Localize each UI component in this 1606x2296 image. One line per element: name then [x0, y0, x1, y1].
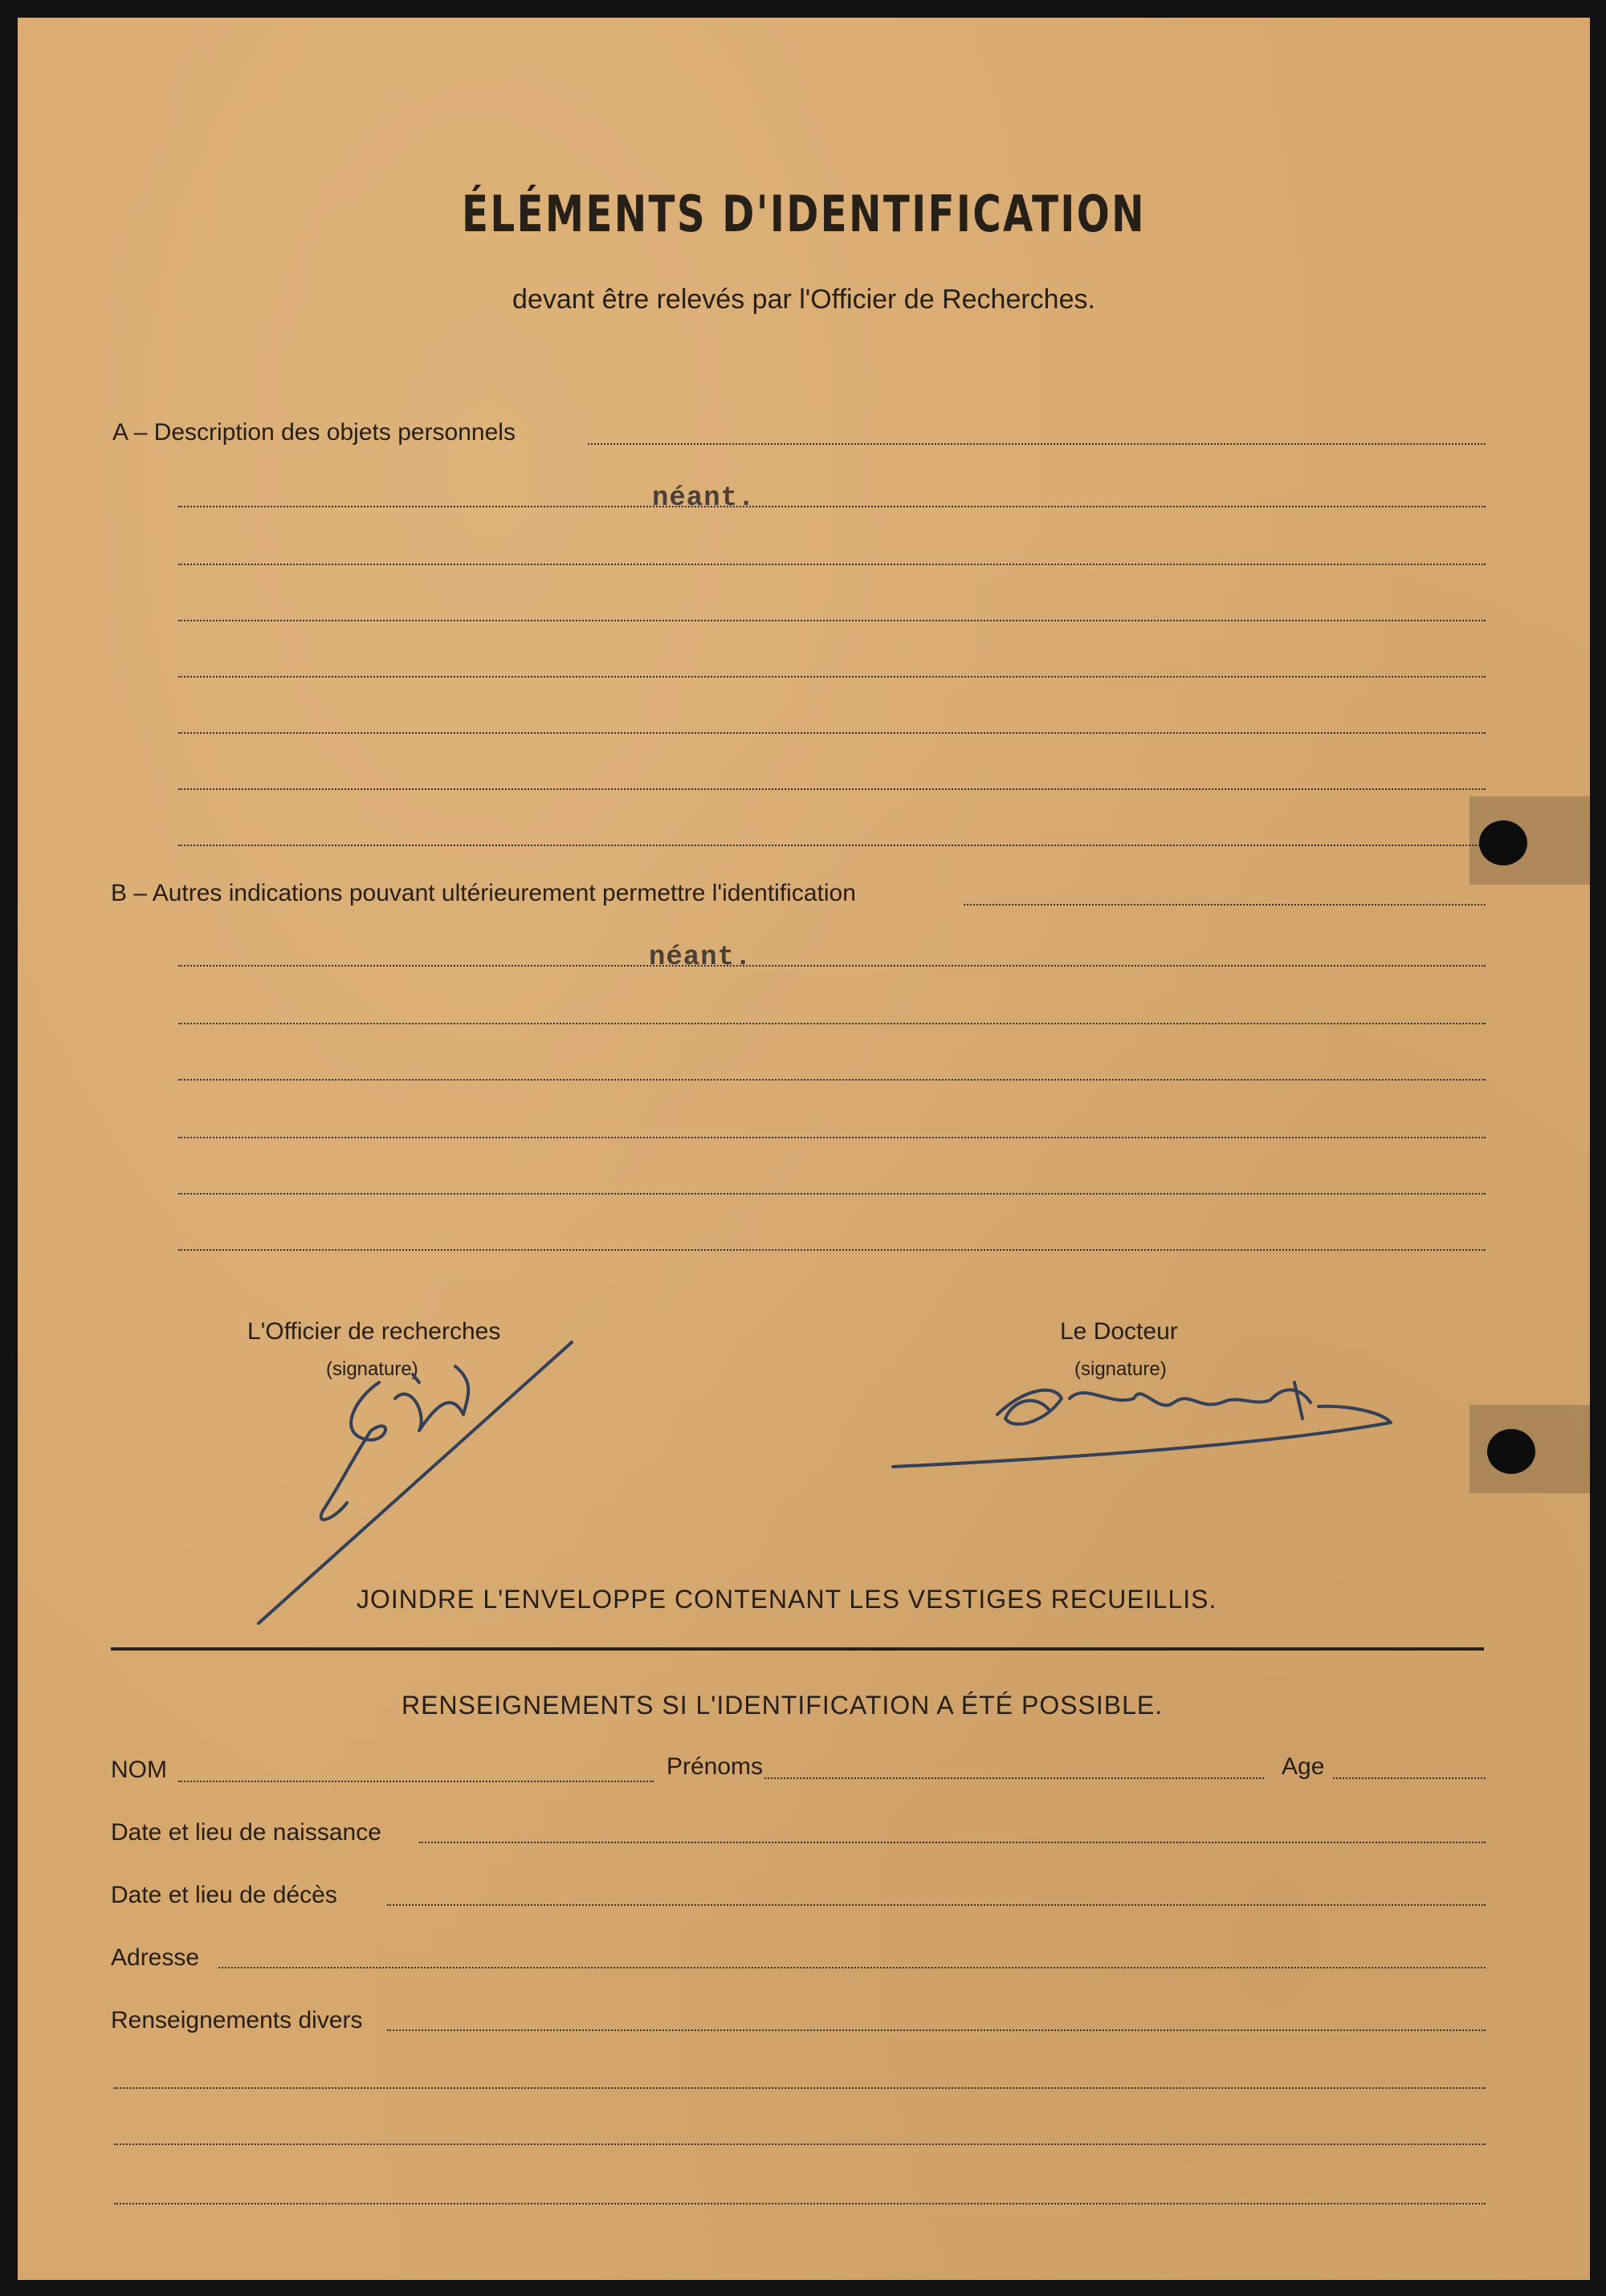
deces-label: Date et lieu de décès: [111, 1882, 337, 1908]
adresse-label: Adresse: [111, 1944, 200, 1971]
envelope-instruction: JOINDRE L'ENVELOPPE CONTENANT LES VESTIGES RECUEILLIS.: [357, 1585, 1217, 1614]
doctor-handwritten-signature: [18, 18, 1590, 2280]
punch-hole-top: [1479, 820, 1527, 865]
officer-signature-title: L'Officier de recherches: [247, 1318, 501, 1345]
divers-label: Renseignements divers: [111, 2007, 363, 2033]
section-b-typed-value: néant.: [649, 942, 752, 973]
identification-heading: RENSEIGNEMENTS SI L'IDENTIFICATION A ÉTÉ POSSIBLE.: [402, 1691, 1164, 1720]
section-a-label: A – Description des objets personnels: [112, 419, 516, 446]
age-label: Age: [1282, 1753, 1325, 1780]
section-b-label: B – Autres indications pouvant ultérieurement permettre l'identification: [111, 880, 856, 906]
prenoms-field[interactable]: [764, 1777, 1264, 1779]
doctor-signature-note: (signature): [1074, 1358, 1167, 1380]
officer-signature-note: (signature): [326, 1358, 418, 1380]
section-divider: [111, 1647, 1484, 1651]
age-field[interactable]: [1333, 1777, 1486, 1779]
section-a-typed-value: néant.: [652, 483, 756, 514]
divers-field-line-2[interactable]: [114, 2087, 1486, 2089]
page-title: ÉLÉMENTS D'IDENTIFICATION: [461, 185, 1147, 243]
page-subtitle: devant être relevés par l'Officier de Recherches.: [512, 284, 1095, 315]
divers-field-line-1[interactable]: [387, 2029, 1486, 2031]
naissance-label: Date et lieu de naissance: [111, 1819, 381, 1846]
adresse-field[interactable]: [218, 1967, 1486, 1968]
doctor-signature-title: Le Docteur: [1060, 1318, 1178, 1345]
divers-field-line-3[interactable]: [114, 2143, 1486, 2145]
deces-field[interactable]: [387, 1904, 1486, 1906]
punch-hole-bottom: [1487, 1429, 1535, 1474]
naissance-field[interactable]: [419, 1842, 1486, 1843]
divers-field-line-4[interactable]: [114, 2203, 1486, 2204]
form-page: [18, 18, 1590, 2280]
nom-label: NOM: [111, 1757, 167, 1783]
nom-field[interactable]: [178, 1781, 654, 1782]
prenoms-label: Prénoms: [666, 1753, 764, 1780]
